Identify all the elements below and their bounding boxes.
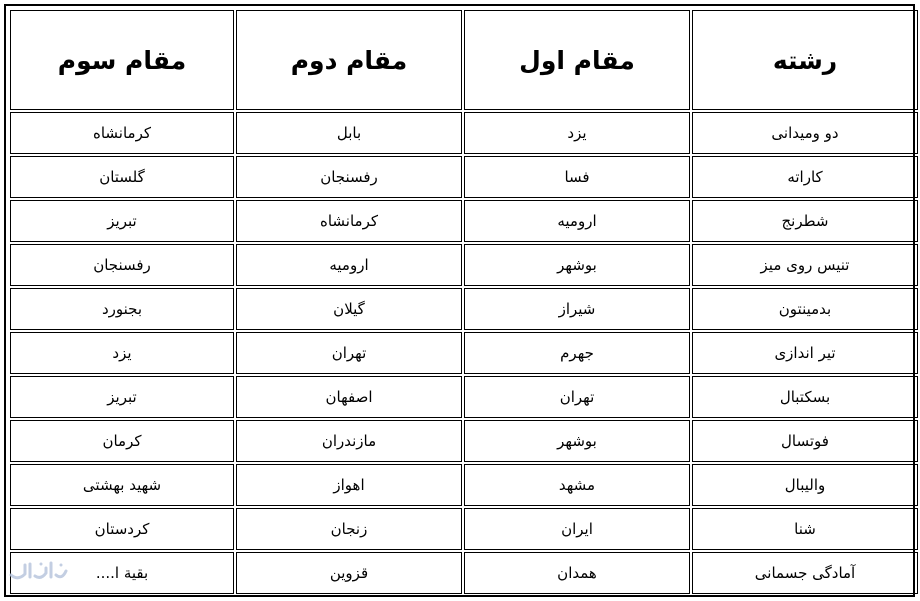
table-row [10,508,918,550]
cell-third-place: تبریز [10,200,234,242]
cell-third-place: شهید بهشتی [10,464,234,506]
cell-third-place: یزد [10,332,234,374]
cell-first-place: همدان [464,552,690,594]
table-row [10,552,918,594]
table-row [10,288,918,330]
cell-first-place: بوشهر [464,244,690,286]
cell-third-place: بجنورد [10,288,234,330]
cell-first-place: ایران [464,508,690,550]
results-table [8,8,920,596]
table-row [10,376,918,418]
cell-field: تیر اندازی [692,332,918,374]
cell-first-place: مشهد [464,464,690,506]
table-row [10,464,918,506]
cell-first-place: تهران [464,376,690,418]
cell-first-place: ارومیه [464,200,690,242]
header-row [10,10,918,110]
cell-third-place: کرمان [10,420,234,462]
table-frame [4,4,915,597]
table-row [10,112,918,154]
cell-field: کاراته [692,156,918,198]
cell-field: شنا [692,508,918,550]
cell-third-place: بقیة ا.... [10,552,234,594]
table-row [10,332,918,374]
cell-second-place: اصفهان [236,376,462,418]
cell-third-place: کرمانشاه [10,112,234,154]
cell-third-place: تبریز [10,376,234,418]
header-field: رشته [692,10,918,110]
header-third-place: مقام سوم [10,10,234,110]
cell-third-place: رفسنجان [10,244,234,286]
cell-third-place: کردستان [10,508,234,550]
table-row [10,244,918,286]
cell-field: فوتسال [692,420,918,462]
cell-second-place: زنجان [236,508,462,550]
cell-first-place: یزد [464,112,690,154]
cell-first-place: شیراز [464,288,690,330]
cell-first-place: بوشهر [464,420,690,462]
cell-second-place: گیلان [236,288,462,330]
header-second-place: مقام دوم [236,10,462,110]
cell-third-place: گلستان [10,156,234,198]
cell-field: والیبال [692,464,918,506]
cell-field: شطرنج [692,200,918,242]
cell-second-place: ارومیه [236,244,462,286]
header-first-place: مقام اول [464,10,690,110]
cell-field: بسکتبال [692,376,918,418]
cell-field: تنیس روی میز [692,244,918,286]
cell-field: دو ومیدانی [692,112,918,154]
cell-second-place: بابل [236,112,462,154]
cell-second-place: تهران [236,332,462,374]
cell-first-place: جهرم [464,332,690,374]
table-row [10,156,918,198]
cell-second-place: کرمانشاه [236,200,462,242]
cell-second-place: اهواز [236,464,462,506]
cell-field: بدمینتون [692,288,918,330]
cell-second-place: قزوین [236,552,462,594]
cell-second-place: رفسنجان [236,156,462,198]
table-row [10,420,918,462]
cell-field: آمادگی جسمانی [692,552,918,594]
cell-first-place: فسا [464,156,690,198]
table-row [10,200,918,242]
cell-second-place: مازندران [236,420,462,462]
